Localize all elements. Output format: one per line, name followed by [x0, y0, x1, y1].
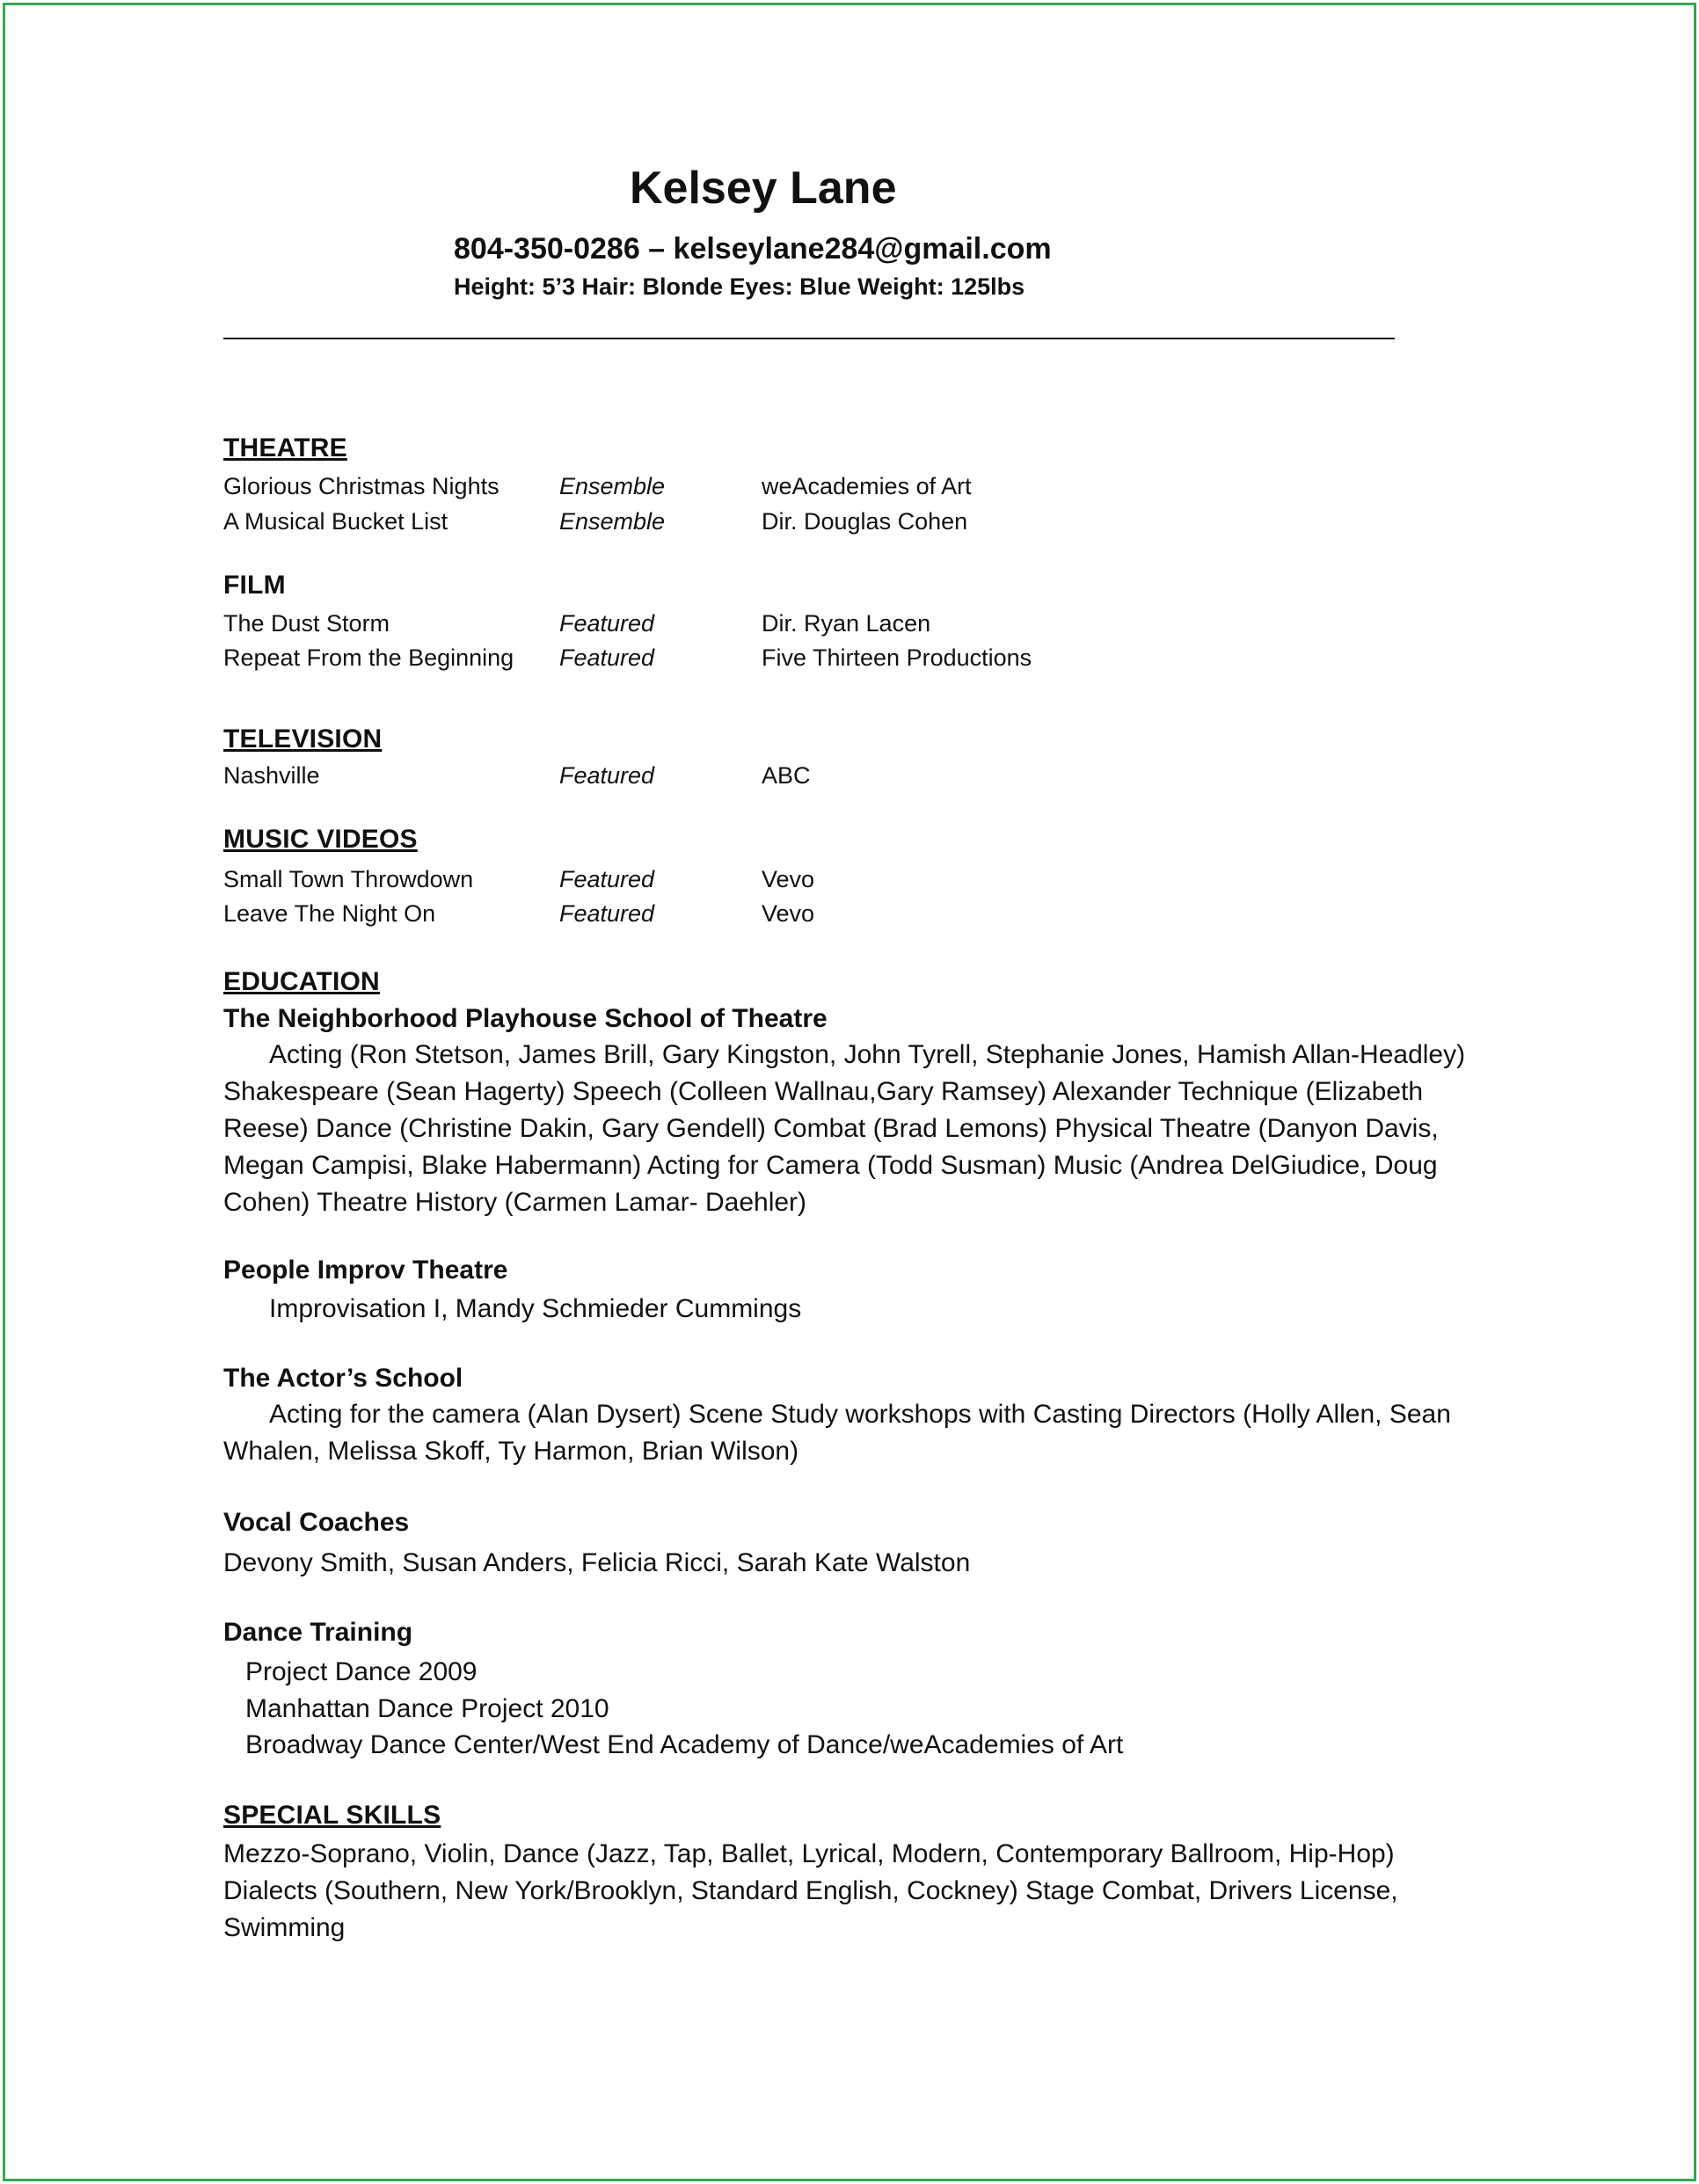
- school-name: The Neighborhood Playhouse School of Theatre: [223, 1004, 828, 1033]
- credit-director: weAcademies of Art: [762, 473, 972, 499]
- section-title-special-skills: SPECIAL SKILLS: [223, 1801, 441, 1830]
- credit-title: The Dust Storm: [223, 610, 390, 637]
- credit-director: Dir. Ryan Lacen: [762, 610, 931, 637]
- credit-director: Five Thirteen Productions: [762, 644, 1032, 671]
- section-title-education: EDUCATION: [223, 967, 380, 996]
- dance-training-item: Project Dance 2009: [245, 1657, 478, 1686]
- section-title-music-videos: MUSIC VIDEOS: [223, 825, 418, 854]
- school-name: The Actor’s School: [223, 1364, 463, 1393]
- credit-director: ABC: [762, 762, 811, 789]
- dance-training-title: Dance Training: [223, 1618, 413, 1647]
- section-title-television: TELEVISION: [223, 724, 383, 753]
- section-title-theatre: THEATRE: [223, 433, 347, 462]
- credit-director: Dir. Douglas Cohen: [762, 508, 968, 535]
- credit-title: Leave The Night On: [223, 900, 436, 927]
- dance-training-item: Broadway Dance Center/West End Academy of Dance/weAcademies of Art: [245, 1730, 1124, 1759]
- credit-role: Featured: [559, 610, 655, 637]
- credit-role: Ensemble: [559, 508, 666, 535]
- credit-role: Ensemble: [559, 473, 666, 499]
- school-details: Acting for the camera (Alan Dysert) Scene Study workshops with Casting Directors (Holly Allen, Sean Whalen, Melissa Skoff, Ty Harmon, Brian Wilson): [223, 1400, 1451, 1466]
- credit-director: Vevo: [762, 900, 815, 927]
- credit-title: Glorious Christmas Nights: [223, 473, 499, 499]
- school-details: Acting (Ron Stetson, James Brill, Gary Kingston, John Tyrell, Stephanie Jones, Hamish Allan-Headley) Shakespeare (Sean Hagerty) Speech (Colleen Wallnau,Gary Ramsey) Alexander Technique (Elizabeth Reese) Dance (Christine Dakin, Gary Gendell) Combat (Brad Lemons) Physical Theatre (Danyon Davis, Megan Campisi, Blake Habermann) Acting for Camera (Todd Susman) Music (Andrea DelGiudice, Doug Cohen) Theatre History (Carmen Lamar- Daehler): [223, 1040, 1466, 1217]
- credit-role: Featured: [559, 644, 655, 671]
- credit-director: Vevo: [762, 866, 815, 892]
- header-divider: [223, 338, 1395, 339]
- contact-line: 804-350-0286 – kelseylane284@gmail.com: [454, 232, 1052, 266]
- school-details: Improvisation I, Mandy Schmieder Cummings: [269, 1294, 802, 1323]
- credit-role: Featured: [559, 900, 655, 927]
- special-skills-text: Mezzo-Soprano, Violin, Dance (Jazz, Tap, Ballet, Lyrical, Modern, Contemporary Ballroom, Hip-Hop) Dialects (Southern, New York/Brooklyn, Standard English, Cockney) Stage Combat, Drivers License, Swimming: [223, 1839, 1398, 1942]
- physical-stats: Height: 5’3 Hair: Blonde Eyes: Blue Weight: 125lbs: [454, 273, 1025, 300]
- dance-training-item: Manhattan Dance Project 2010: [245, 1694, 609, 1723]
- page-border: [3, 3, 1696, 2181]
- credit-title: A Musical Bucket List: [223, 508, 448, 535]
- vocal-coaches-names: Devony Smith, Susan Anders, Felicia Ricci, Sarah Kate Walston: [223, 1548, 971, 1577]
- credit-title: Small Town Throwdown: [223, 866, 474, 892]
- section-title-film: FILM: [223, 571, 286, 600]
- credit-role: Featured: [559, 762, 655, 789]
- credit-title: Repeat From the Beginning: [223, 644, 514, 671]
- credit-title: Nashville: [223, 762, 320, 789]
- school-name: People Improv Theatre: [223, 1256, 508, 1285]
- vocal-coaches-title: Vocal Coaches: [223, 1508, 410, 1537]
- resume-name: Kelsey Lane: [630, 163, 897, 214]
- credit-role: Featured: [559, 866, 655, 892]
